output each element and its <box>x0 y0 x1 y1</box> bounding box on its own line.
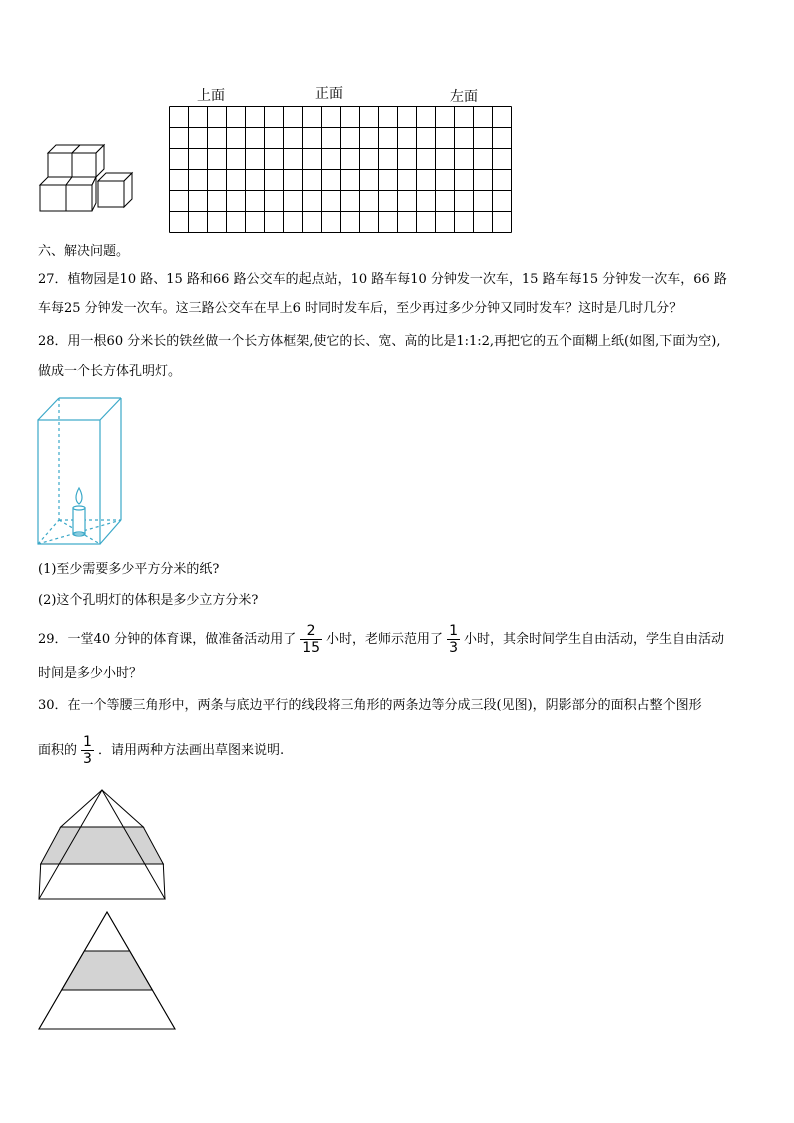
q29-line2: 时间是多少小时？ <box>38 666 143 681</box>
q28-sub1: (1)至少需要多少平方分米的纸? <box>38 562 220 577</box>
q30-frac-den: 3 <box>83 751 92 767</box>
q28-line1: 28．用一根60 分米长的铁丝做一个长方体框架,使它的长、宽、高的比是1:1:2,再把它的五个面糊上纸(如图,下面为空), <box>38 334 721 349</box>
q30-part2: ．请用两种方法画出草图来说明. <box>97 743 285 758</box>
cube-stack-figure <box>38 143 138 215</box>
q29-frac1-num: 2 <box>300 623 322 640</box>
q29-frac1-den: 15 <box>302 640 321 656</box>
q28-line2: 做成一个长方体孔明灯。 <box>38 364 182 379</box>
q28-sub2: (2)这个孔明灯的体积是多少立方分米? <box>38 593 259 608</box>
q29-part3: 小时，其余时间学生自由活动，学生自由活动 <box>463 632 724 647</box>
q29-frac2-den: 3 <box>449 640 458 656</box>
q29-fraction-1 <box>300 623 322 656</box>
q27-line1: 27．植物园是10 路、15 路和66 路公交车的起点站，10 路车每10 分钟发一次车，15 路车每15 分钟发一次车，66 路 <box>38 272 727 287</box>
q29-part2: 小时，老师示范用了 <box>326 632 444 647</box>
triangle-2-shaded-band <box>62 951 153 990</box>
q29-fraction-2 <box>447 623 460 656</box>
q30-line1: 30．在一个等腰三角形中，两条与底边平行的线段将三角形的两条边等分成三段(见图)，阴影部分的面积占整个图形 <box>38 698 702 713</box>
q29-frac2-num: 1 <box>449 623 458 639</box>
q29-line1 <box>38 622 724 658</box>
q30-fraction <box>81 734 94 767</box>
q30-frac-num: 1 <box>83 734 92 750</box>
q29-part1: 29．一堂40 分钟的体育课，做准备活动用了 <box>38 632 297 647</box>
triangle-figure-1 <box>38 789 166 901</box>
triangle-figure-2 <box>38 911 176 1031</box>
q30-line2 <box>38 733 284 769</box>
grid-label-front: 正面 <box>315 86 343 102</box>
q30-part1: 面积的 <box>38 743 78 758</box>
drawing-grid[interactable] <box>169 106 511 234</box>
section-title: 六、解决问题。 <box>38 244 130 259</box>
triangle-1-shaded-band <box>41 827 164 864</box>
grid-label-left: 左面 <box>450 89 478 105</box>
grid-label-top: 上面 <box>197 88 225 104</box>
q27-line2: 车每25 分钟发一次车。这三路公交车在早上6 时同时发车后，至少再过多少分钟又同时发车？这时是几时几分？ <box>38 301 683 316</box>
lantern-figure <box>37 396 123 546</box>
